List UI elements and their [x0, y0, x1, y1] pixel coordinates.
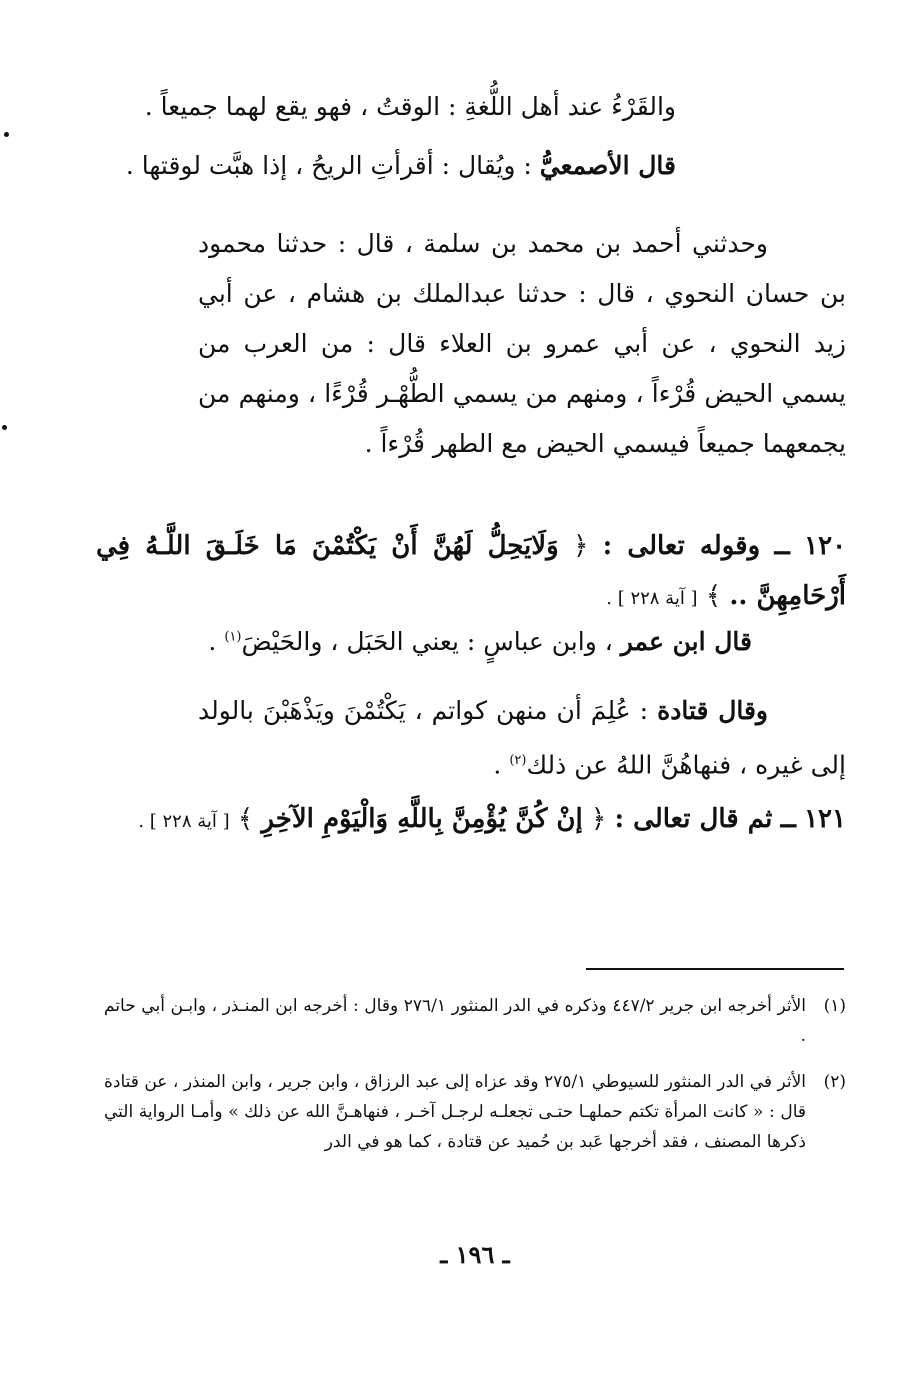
entry-120	[96, 521, 846, 624]
speaker-asmai: قال الأصمعيُّ	[539, 151, 676, 180]
entry-120-verse-ref: [ آية ٢٢٨ ] .	[606, 588, 698, 609]
footnote-ref-1: (١)	[224, 629, 242, 645]
entry-121-verse-ref: [ آية ٢٢٨ ] .	[138, 811, 230, 832]
text-line-2	[126, 151, 676, 180]
margin-dot	[4, 132, 9, 137]
line-1-text: والقَرْءُ عند أهل اللُّغةِ : الوقتُ ، فهو يقع لهما جميعاً .	[144, 92, 676, 121]
margin-dot	[2, 425, 7, 430]
qatada-end: .	[493, 750, 502, 780]
text-line-1	[145, 92, 676, 121]
footnote-1	[104, 991, 806, 1051]
line-2-text: : ويُقال : أقرأتِ الريحُ ، إذا هبَّت لوقتها .	[125, 151, 532, 180]
entry-120-dash: ــ	[774, 531, 790, 561]
footnote-separator	[586, 968, 844, 970]
entry-121-dash: ــ	[780, 804, 796, 834]
footnote-ref-2: (٢)	[509, 753, 527, 768]
quran-close-bracket: ﴾	[705, 581, 722, 611]
footnote-1-number: (١)	[823, 996, 846, 1016]
page-number: ـ ١٩٦ ـ	[440, 1240, 510, 1269]
qatada-paragraph	[198, 686, 846, 790]
entry-120-lead: وقوله تعالى :	[602, 531, 761, 561]
entry-120-number: ١٢٠	[804, 531, 847, 561]
entry-120-verse: وَلَايَحِلُّ لَهُنَّ أَنْ يَكْتُمْنَ مَا خَلَـقَ اللَّـهُ فِي أَرْحَامِهِنَّ ..	[96, 531, 846, 611]
ibn-omar-line	[208, 627, 752, 656]
footnote-2	[104, 1067, 806, 1157]
narration-text: وحدثني أحمد بن محمد بن سلمة ، قال : حدثنا محمود بن حسان النحوي ، قال : حدثنا عبدالملك بن هشام ، عن أبي زيد النحوي ، عن أبي عمرو بن العلاء قال : من العرب من يسمي الحيض قُرْءاً ، ومنهم من يسمي الطُّهْـر قُرْءًا ، ومنهم من يجمعهما جميعاً فيسمي الحيض مع الطهر قُرْءاً .	[198, 229, 847, 458]
narration-paragraph	[198, 219, 846, 469]
speaker-qatada: وقال قتادة	[657, 696, 769, 725]
entry-121-number: ١٢١	[804, 804, 846, 834]
ibn-omar-text: ، وابن عباسٍ : يعني الحَبَل ، والحَيْضَ	[241, 627, 613, 656]
speaker-ibn-omar: قال ابن عمر	[620, 627, 752, 656]
ibn-omar-end: .	[208, 627, 217, 656]
entry-121-lead: ثم قال تعالى :	[614, 804, 773, 834]
footnote-2-text: الأثر في الدر المنثور للسيوطي ٢٧٥/١ وقد عزاه إلى عبد الرزاق ، وابن جرير ، وابن المنذر ، عن قتادة قال : « كانت المرأة تكتم حملهـا حتـى تجعلـه لرجـل آخـر ، فنهاهـنَّ الله عن ذلك » وأمـا الرواية التي ذكرها المصنف ، فقد أخرجها عَبد بن حُميد عن قتادة ، كما هو في الدر	[104, 1072, 806, 1152]
footnote-1-text: الأثر أخرجه ابن جرير ٤٤٧/٢ وذكره في الدر المنثور ٢٧٦/١ وقال : أخرجه ابن المنـذر ، وابـن أبي حاتم .	[104, 996, 807, 1046]
qatada-text: : عُلِمَ أن منهن كواتم ، يَكْتُمْنَ ويَذْهَبْنَ بالولد إلى غيره ، فنهاهُنَّ اللهُ عن ذلك	[198, 696, 846, 780]
entry-121-verse: إنْ كُنَّ يُؤْمِنَّ بِاللَّهِ وَالْيَوْمِ الآخِرِ	[261, 804, 583, 834]
footnote-2-number: (٢)	[823, 1072, 846, 1092]
quran-close-bracket: ﴾	[237, 804, 254, 834]
quran-open-bracket: ﴿	[573, 531, 589, 561]
entry-121	[96, 794, 846, 847]
quran-open-bracket: ﴿	[591, 804, 607, 834]
